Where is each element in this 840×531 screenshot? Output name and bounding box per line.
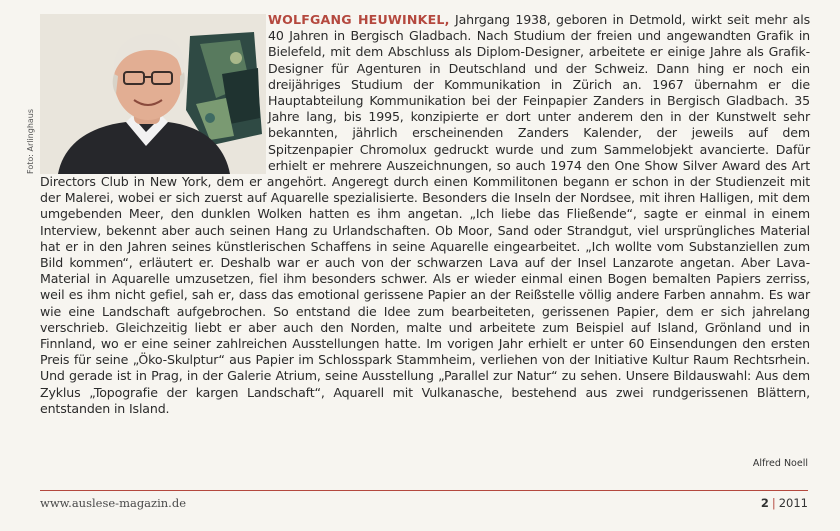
issue-number: 2 [760, 496, 769, 510]
photo-float-spacer [40, 12, 268, 174]
photo-credit: Foto: Arlinghaus [26, 108, 35, 174]
article-text [40, 12, 810, 417]
issue-separator: | [771, 496, 776, 510]
author-name: Alfred Noell [752, 458, 808, 469]
issue-year: 2011 [778, 496, 808, 510]
footer-issue [761, 496, 808, 510]
footer-rule [40, 490, 808, 491]
lead-name: WOLFGANG HEUWINKEL, [268, 12, 450, 27]
footer-website-link[interactable]: www.auslese-magazin.de [40, 496, 187, 510]
article-body: Jahrgang 1938, geboren in Detmold, wirkt seit mehr als 40 Jahren in Bergisch Gladbach. Nach Studium der freien und angewandten Grafik in Bielefeld, mit dem Abschluss als Diplom-Designer, arbeitete er einige Jahre als Grafik-Designer für Agenturen in Deutschland und der Schweiz. Dann hing er noch ein dreijähriges Studium der Kommunikation in Zürich an. 1967 übernahm er die Hauptabteilung Kommunikation bei der Feinpapier Zanders in Bergisch Gladbach. 35 Jahre lang, bis 1995, konzipierte er dort unter anderem den in der Kunstwelt sehr bekannten, jährlich erscheinenden Zanders Kalender, der jeweils auf dem Spitzenpapier Chromolux gedruckt wurde und zum Sammelobjekt avancierte. Dafür erhielt er mehrere Auszeichnungen, so auch 1974 den One Show Silver Award des Art Directors Club in New York, dem er angehört. Angeregt durch einen Kommilitonen begann er schon in der Studienzeit mit der Malerei, wobei er sich zuerst auf Aquarelle spezialisierte. Besonders die Inseln der Nordsee, mit ihren Halligen, mit dem umgebenden Meer, den dunklen Wolken hatten es ihm angetan. „Ich liebe das Fließende“, sagte er einmal in einem Interview, bekennt aber auch seinen Hang zu Urlandschaften. Ob Moor, Sand oder Strandgut, viel ursprüngliches Material hat er in den Jahren seines künstlerischen Schaffens in seine Aquarelle eingearbeitet. „Ich wollte vom Substanziellen zum Bild kommen“, erläutert er. Deshalb war er auch von der schwarzen Lava auf der Insel Lanzarote angetan. Aber Lava-Material in Aquarelle umzusetzen, fiel ihm besonders schwer. Als er wieder einmal einen Bogen bemalten Papiers zerriss, weil es ihm nicht gefiel, sah er, dass das emotional gerissene Papier an der Reißstelle völlig andere Farben annahm. Es war wie eine Landschaft aufgebrochen. So entstand die Idee zum bearbeiteten, gerissenen Papier, dem er sich jahrelang verschrieb. Gleichzeitig liebt er aber auch den Norden, malte und arbeitete zum Beispiel auf Island, Grönland und in Finnland, wo er eine seiner zahlreichen Ausstellungen hatte. Im vorigen Jahr erhielt er unter 60 Einsendungen den ersten Preis für seine „Öko-Skulptur“ aus Papier im Schlosspark Stammheim, verliehen von der Initiative Kultur Raum Rechtsrhein. Und gerade ist in Prag, in der Galerie Atrium, seine Ausstellung „Parallel zur Natur“ zu sehen. Unsere Bildauswahl: Aus dem Zyklus „Topografie der kargen Landschaft“, Aquarell mit Vulkanasche, bestehend aus zwei rundgerissenen Blättern, entstanden in Island. [40, 12, 810, 416]
